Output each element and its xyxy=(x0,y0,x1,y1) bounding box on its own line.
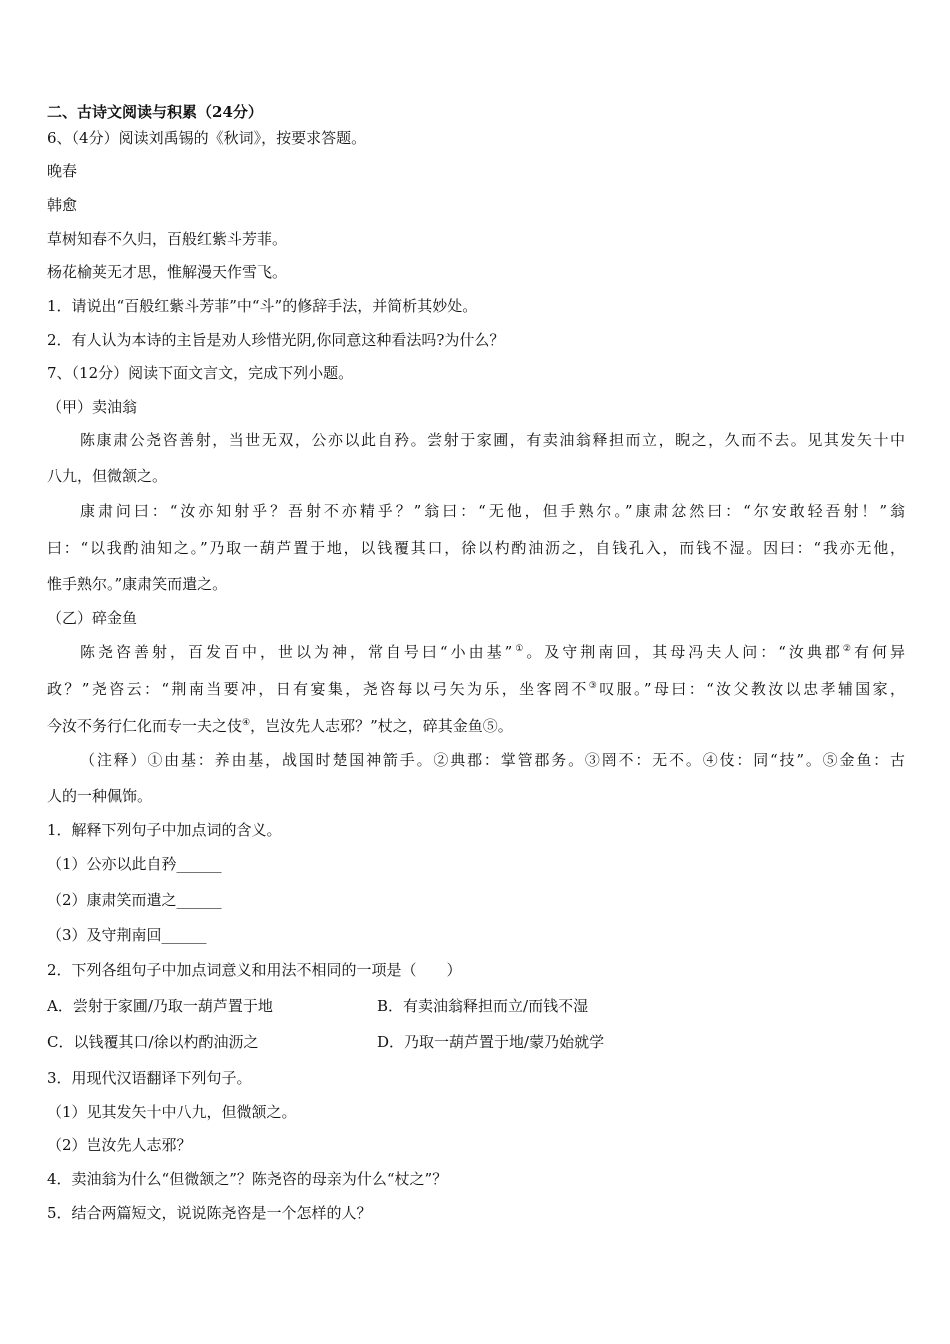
q7-sub-1: 1．解释下列句子中加点词的含义。 xyxy=(47,821,282,839)
q7-sub-1-item2: （2）康肃笑而遣之______ xyxy=(47,891,222,909)
jia-para1-line2: 八九，但微颔之。 xyxy=(47,467,168,485)
option-d: D．乃取一葫芦置于地/蒙乃始就学 xyxy=(377,1033,605,1051)
q7-sub-2: 2．下列各组句子中加点词意义和用法不相同的一项是（ ） xyxy=(47,961,462,979)
q7-sub-3: 3．用现代汉语翻译下列句子。 xyxy=(47,1069,252,1087)
notes-line2: 人的一种佩饰。 xyxy=(47,787,153,805)
option-c: C．以钱覆其口/徐以杓酌油沥之 xyxy=(47,1033,259,1051)
poem-author: 韩愈 xyxy=(47,196,78,214)
option-b: B．有卖油翁释担而立/而钱不湿 xyxy=(377,997,589,1015)
poem-line-1: 草树知春不久归，百般红紫斗芳菲。 xyxy=(47,230,288,248)
q6-prompt: 6、（4分）阅读刘禹锡的《秋词》，按要求答题。 xyxy=(47,129,367,147)
q6-sub-1: 1．请说出“百般红紫斗芳菲”中“斗”的修辞手法，并简析其妙处。 xyxy=(47,297,478,315)
yi-para-line3: 今汝不务行仁化而专一夫之伎④，岂汝先人志邪？”杖之，碎其金鱼⑤。 xyxy=(47,717,513,735)
poem-title: 晚春 xyxy=(47,162,78,180)
q7-prompt: 7、（12分）阅读下面文言文，完成下列小题。 xyxy=(47,364,354,382)
q7-sub-5: 5．结合两篇短文，说说陈尧咨是一个怎样的人？ xyxy=(47,1204,372,1222)
jia-para1-line1: 陈康肃公尧咨善射，当世无双，公亦以此自矜。尝射于家圃，有卖油翁释担而立，睨之，久而不去。见其发矢十中 xyxy=(80,431,905,449)
jia-para2-line3: 惟手熟尔。”康肃笑而遣之。 xyxy=(47,575,228,593)
q7-sub-1-item1: （1）公亦以此自矜______ xyxy=(47,855,222,873)
jia-para2-line1: 康肃问曰：“汝亦知射乎？吾射不亦精乎？”翁曰：“无他，但手熟尔。”康肃忿然曰：“尔安敢轻吾射！”翁 xyxy=(80,502,905,520)
q6-sub-2: 2．有人认为本诗的主旨是劝人珍惜光阴,你同意这种看法吗?为什么？ xyxy=(47,331,505,349)
q7-sub-1-item3: （3）及守荆南回______ xyxy=(47,926,207,944)
jia-title: （甲）卖油翁 xyxy=(47,398,138,416)
section-title: 二、古诗文阅读与积累（24分） xyxy=(47,103,263,121)
q7-sub-4: 4．卖油翁为什么“但微颔之”？陈尧咨的母亲为什么“杖之”？ xyxy=(47,1170,448,1188)
jia-para2-line2: 曰：“以我酌油知之。”乃取一葫芦置于地，以钱覆其口，徐以杓酌油沥之，自钱孔入，而钱不湿。因曰：“我亦无他， xyxy=(47,539,905,557)
notes-line1: （注释）①由基：养由基，战国时楚国神箭手。②典郡：掌管郡务。③罔不：无不。④伎：同“技”。⑤金鱼：古 xyxy=(80,751,905,769)
option-a: A．尝射于家圃/乃取一葫芦置于地 xyxy=(47,997,273,1015)
q7-sub-3-item2: （2）岂汝先人志邪？ xyxy=(47,1136,192,1154)
poem-line-2: 杨花榆荚无才思，惟解漫天作雪飞。 xyxy=(47,263,288,281)
yi-para-line1: 陈尧咨善射，百发百中，世以为神，常自号曰“小由基”①。及守荆南回，其母冯夫人问：“汝典郡②有何异 xyxy=(80,643,905,661)
yi-title: （乙）碎金鱼 xyxy=(47,609,138,627)
yi-para-line2: 政？”尧咨云：“荆南当要冲，日有宴集，尧咨每以弓矢为乐，坐客罔不③叹服。”母曰：“汝父教汝以忠孝辅国家， xyxy=(47,680,906,698)
q7-sub-3-item1: （1）见其发矢十中八九，但微颔之。 xyxy=(47,1103,297,1121)
